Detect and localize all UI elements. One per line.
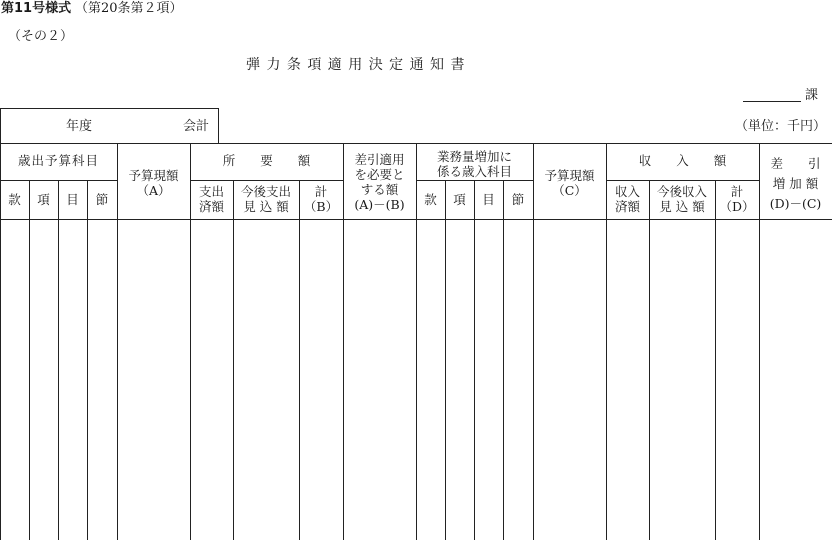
total-d-header: 計 （D） (719, 184, 755, 214)
col-line (474, 180, 475, 540)
col-line (117, 143, 118, 540)
account-label: 会計 (183, 119, 210, 134)
col-line (233, 180, 234, 540)
required-amount-header: 所 要 額 (222, 153, 311, 168)
required-divider (190, 180, 343, 181)
kan2-header: 款 (424, 192, 437, 207)
revenue-amount-divider (606, 180, 759, 181)
col-line (503, 180, 504, 540)
table-left-border (0, 108, 1, 540)
difference-header: 差引適用 を必要と する額 (A)－(B) (354, 152, 405, 212)
expenditure-items-header: 歳出予算科目 (17, 153, 99, 168)
kou2-header: 項 (453, 192, 466, 207)
moku-header: 目 (66, 192, 79, 207)
current-budget-c-header: 予算現額 （C） (544, 168, 595, 198)
fiscal-year-label: 年度 (66, 119, 93, 134)
col-line (649, 180, 650, 540)
total-b-header: 計 （B） (303, 184, 339, 214)
form-number: 第11号様式 (1, 1, 72, 16)
col-line (715, 180, 716, 540)
setsu-header: 節 (95, 192, 109, 207)
part-label: （その２） (8, 29, 74, 44)
current-budget-a-header: 予算現額 （A） (128, 168, 179, 198)
year-box-right (218, 108, 219, 143)
received-header: 収入 済額 (614, 184, 640, 214)
moku2-header: 目 (482, 192, 495, 207)
document-title: 弾 力 条 項 適 用 決 定 通 知 書 (246, 57, 466, 73)
revenue-amount-header: 収 入 額 (638, 153, 727, 168)
form-reference: （第20条第２項） (75, 1, 183, 16)
col-line (87, 180, 88, 540)
paid-header: 支出 済額 (198, 184, 224, 214)
future-expense-header: 今後支出 見 込 額 (240, 184, 291, 214)
revenue-items-header: 業務量増加に 係る歳入科目 (436, 149, 512, 179)
col-line (58, 180, 59, 540)
kan-header: 款 (8, 192, 21, 207)
col-line (533, 143, 534, 540)
setsu2-header: 節 (511, 192, 525, 207)
year-box-top (0, 108, 219, 109)
unit-label: （単位：千円） (735, 119, 827, 134)
kou-header: 項 (37, 192, 50, 207)
col-line (445, 180, 446, 540)
increase-header: 差 引 増 加 額 (D)－(C) (769, 156, 822, 211)
col-line (29, 180, 30, 540)
col-line (299, 180, 300, 540)
future-revenue-header: 今後収入 見 込 額 (656, 184, 707, 214)
section-name-line (743, 101, 801, 102)
section-suffix: 課 (805, 88, 819, 103)
